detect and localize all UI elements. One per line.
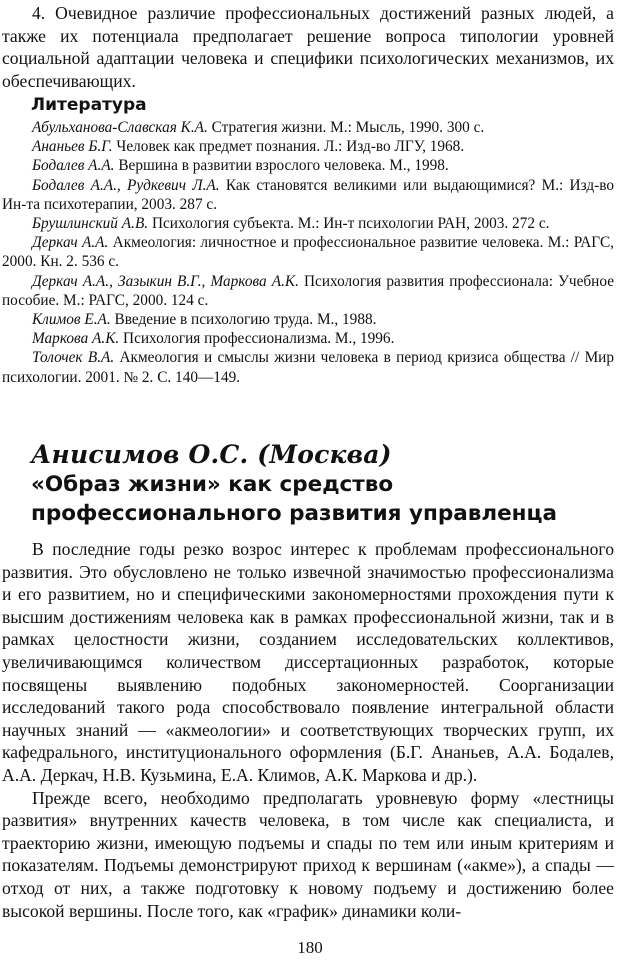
reference-author: Деркач А.А. (32, 234, 109, 252)
reference-text: Психология субъекта. М.: Ин-т психологии РАН, 2003. 272 с. (148, 215, 550, 233)
reference-text: Вершина в развитии взрослого человека. М., 1998. (114, 157, 449, 175)
article-body (2, 538, 614, 922)
reference-list (2, 118, 614, 387)
reference-item (2, 348, 614, 386)
reference-author: Маркова А.К. (32, 330, 120, 348)
reference-author: Брушлинский А.В. (32, 215, 149, 233)
article-title: «Образ жизни» как средство профессионального развития управленца (31, 472, 557, 526)
reference-item (2, 156, 614, 175)
reference-author: Толочек В.А. (32, 349, 115, 367)
reference-text: Человек как предмет познания. Л.: Изд-во ЛГУ, 1968. (112, 138, 465, 156)
reference-author: Бодалев А.А. (32, 157, 115, 175)
reference-item (2, 272, 614, 310)
reference-text: Как становятся великими или выдающимися? М.: Изд-во Ин-та психотерапии, 2003. 287 с. (2, 176, 614, 213)
body-paragraph: В последние годы резко возрос интерес к проблемам профессионального развития. Это обусловлено не только извечной значимостью профессионализма и его развитием, но и специфическими закономерностями прохождения пути к высшим достижениям человека как в рамках профессиональной жизни, так и в рамках целостности жизни, созданием исследовательских коллективов, увеличивающимся количеством диссертационных разработок, которые посвящены выявлению подобных закономерностей. Соорганизации исследований такого рода способствовало появление интегральной области научных знаний — «акмеологии» и соответствующих творческих групп, их кафедрального, институционального оформления (Б.Г. Ананьев, А.А. Бодалев, А.А. Деркач, Н.В. Кузьмина, Е.А. Климов, А.К. Маркова и др.). (2, 539, 614, 785)
reference-author: Деркач А.А., Зазыкин В.Г., Маркова А.К. (32, 272, 299, 290)
reference-item (2, 329, 614, 348)
reference-author: Климов Е.А. (32, 311, 111, 329)
reference-text: Психология профессионализма. М., 1996. (119, 330, 395, 348)
reference-author: Ананьев Б.Г. (32, 138, 113, 156)
body-paragraph: Прежде всего, необходимо предполагать уровневую форму «лестницы развития» внутренних качеств человека, в том числе как специалиста, и траекторию жизни, имеющую подъемы и спады по тем или иным критериям и показателям. Подъемы демонстрируют приход к вершинам («акме»), а спады — отход от них, а также подготовку к новому подъему и достижению более высокой вершины. После того, как «график» динамики коли- (2, 787, 614, 921)
reference-item (2, 233, 614, 271)
reference-text: Акмеология и смыслы жизни человека в период кризиса общества // Мир психологии. 2001. № 2. С. 140—149. (2, 349, 615, 386)
literature-heading: Литература (31, 95, 147, 115)
reference-item (2, 310, 614, 329)
reference-text: Введение в психологию труда. М., 1988. (110, 311, 377, 329)
reference-item (2, 214, 614, 233)
article-author: Анисимов О.С. (Москва) (31, 440, 392, 469)
reference-text: Психология развития профессионала: Учебное пособие. М.: РАГС, 2000. 124 с. (2, 272, 614, 309)
closing-paragraph: 4. Очевидное различие профессиональных достижений разных людей, а также их потенциала предполагает решение вопроса типологии уровней социальной адаптации человека и специфики психологических механизмов, их обеспечивающих. (2, 3, 614, 91)
reference-item (2, 137, 614, 156)
reference-author: Абульханова-Славская К.А. (32, 119, 208, 136)
reference-text: Стратегия жизни. М.: Мысль, 1990. 300 с. (207, 119, 485, 136)
reference-text: Акмеология: личностное и профессиональное развитие человека. М.: РАГС, 2000. Кн. 2. 536 с. (2, 234, 614, 271)
reference-item (2, 118, 614, 137)
reference-item (2, 176, 614, 214)
page-number: 180 (297, 938, 323, 957)
reference-author: Бодалев А.А., Рудкевич Л.А. (32, 176, 220, 194)
